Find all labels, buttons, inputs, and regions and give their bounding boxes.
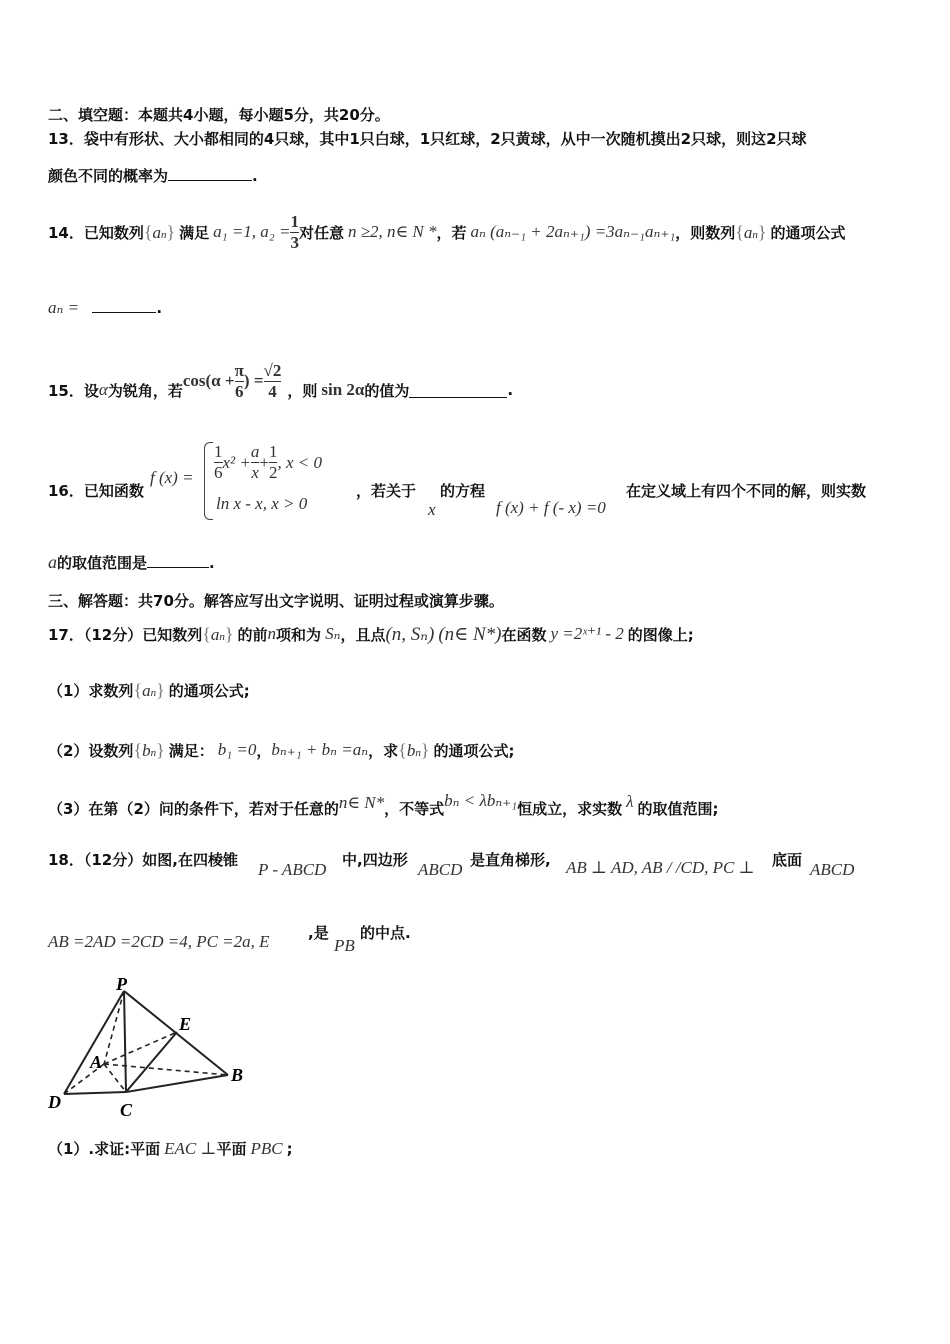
q16-label: 16．已知函数 — [48, 482, 144, 500]
q16-c1-f2-num: a — [250, 442, 260, 461]
q16-c1-f3-den: 2 — [268, 463, 278, 482]
q17-p3-t1: ，不等式 — [384, 799, 445, 818]
q17-t4: 在函数 — [501, 625, 547, 644]
q18-part1 — [48, 1138, 293, 1159]
q16-c1-f2-den: x — [251, 463, 259, 482]
q18-pyramid: P - ABCD — [258, 860, 327, 879]
q14-seq-sub: n — [161, 228, 167, 241]
q17-point: (n, Sₙ) — [385, 623, 435, 645]
q14-seq2-sub: n — [752, 228, 758, 241]
q16-end: . — [209, 554, 215, 572]
q17-p3-label: （3）在第（2）问的条件下，若对于任意的 — [48, 799, 339, 818]
q17-p1-seq: a — [142, 680, 151, 700]
q17-p3-t2: 恒成立，求实数 — [517, 799, 623, 818]
q16-c1-f1-num: 1 — [214, 442, 223, 461]
label-C: C — [120, 1100, 133, 1120]
q18-p1-label: （1）.求证:平面 — [48, 1140, 161, 1158]
q14-t2: 对任意 — [298, 223, 344, 242]
q18-t4: ,是 — [308, 924, 329, 942]
edge-PA — [104, 991, 124, 1064]
q17-p3-end: 的取值范围; — [637, 799, 719, 818]
q14-t5: 的通项公式 — [770, 223, 846, 242]
q16-c1-f1-den: 6 — [214, 463, 223, 482]
q14-line — [48, 199, 846, 265]
q17-n: n — [267, 624, 277, 643]
q17-part1 — [48, 670, 250, 710]
q16-c1-frac3 — [269, 442, 278, 483]
q18-t1: 中,四边形 — [342, 851, 408, 869]
q18-base: ABCD — [810, 860, 855, 879]
q15-line — [48, 356, 513, 424]
q16-t2: 的方程 — [440, 482, 486, 500]
q14-frac-num: 1 — [290, 211, 299, 231]
q18-cond2: AB =2AD =2CD =4, PC =2a, E — [48, 932, 270, 951]
q15-condition — [183, 361, 282, 402]
q17-seq: a — [210, 624, 220, 644]
q17-Sn: Sₙ — [325, 624, 341, 643]
label-B: B — [231, 1065, 244, 1085]
pyramid-figure — [40, 975, 260, 1125]
q17-p3-lambda: λ — [626, 792, 634, 811]
q16-c1-cond: , x < 0 — [277, 452, 322, 472]
q17-p1-end: 的通项公式; — [168, 681, 250, 700]
q14-recur: aₙ (aₙ₋₁ + 2aₙ₊₁) =3aₙ₋₁aₙ₊₁ — [470, 222, 676, 241]
q14-seq: a — [152, 222, 162, 242]
label-D: D — [48, 1092, 61, 1112]
q15-sin: sin 2α — [321, 380, 365, 399]
q15-t3: 的值为 — [364, 381, 410, 400]
q15-alpha: α — [98, 380, 108, 399]
q14-cond: n ≥2, n∈ N * — [347, 222, 437, 241]
q15-answer-blank — [409, 383, 507, 398]
section3-heading: 三、解答题：共70分。解答应写出文字说明、证明过程或演算步骤。 — [48, 592, 504, 610]
q17-p2-t1: 满足： — [168, 741, 214, 760]
q15-rhs-den: 4 — [268, 381, 277, 401]
q18-pb: PB — [334, 936, 355, 955]
q18-p1-plane1: EAC ⊥ — [164, 1138, 217, 1158]
q18-p1-end: ; — [286, 1139, 293, 1158]
q15-pi-den: 6 — [234, 381, 244, 401]
edge-PC — [124, 991, 126, 1092]
q15-rhs-num: √2 — [263, 360, 282, 380]
q13-prompt: 颜色不同的概率为 — [48, 167, 169, 185]
q17-line — [48, 614, 694, 654]
q18-t2: 是直角梯形, — [470, 851, 551, 869]
q17-part3 — [48, 788, 718, 828]
q17-p1-brace: {an} — [133, 679, 165, 700]
q15-t2: ，则 — [287, 381, 318, 400]
pyramid-solid-edges — [64, 991, 228, 1094]
q16-var-x: x — [428, 500, 436, 519]
q17-p3-n: n∈ N* — [338, 793, 385, 812]
q16-c1-frac1 — [214, 442, 223, 483]
q17-label: 17．（12分）已知数列 — [48, 625, 203, 644]
q17-brace: {an} — [202, 623, 234, 644]
q18-label: 18．（12分）如图,在四棱锥 — [48, 851, 238, 869]
q14-fraction — [290, 212, 299, 253]
q14-answer-blank — [92, 298, 156, 313]
q14-t1: 满足 — [179, 223, 210, 242]
q17-p2-end: 的通项公式; — [433, 741, 515, 760]
q14-brace: {an} — [143, 221, 176, 242]
q14-answer-lhs: aₙ = — [48, 298, 80, 317]
q17-p2-seq2-sub: n — [415, 746, 421, 759]
q17-p2-comma: ， — [256, 741, 272, 760]
q17-t2: 项和为 — [276, 625, 322, 644]
q14-frac-den: 3 — [290, 232, 299, 252]
q17-t5: 的图像上; — [627, 625, 694, 644]
q14-brace2: {an} — [735, 221, 767, 242]
q15-label: 15．设 — [48, 381, 99, 400]
q14-init: a₁ =1, a₂ = — [213, 222, 291, 241]
q18-t3: 底面 — [772, 851, 803, 869]
q16-c1-f3-num: 1 — [268, 442, 278, 461]
q17-p2-t2: ，求 — [368, 741, 399, 760]
q15-close: ) = — [243, 371, 264, 390]
q16-fx-text: f (x) = — [150, 468, 194, 487]
q17-p2-rec: bₙ₊₁ + bₙ =aₙ — [271, 740, 369, 759]
edge-CE — [126, 1032, 177, 1092]
label-A: A — [90, 1052, 103, 1072]
q13-line1: 13．袋中有形状、大小都相同的4只球，其中1只白球，1只红球，2只黄球，从中一次随机摸出2只球，则这2只球 — [48, 130, 807, 148]
q15-cos: cos(α + — [182, 371, 235, 390]
q16-case-brace — [204, 442, 213, 520]
label-P: P — [116, 975, 127, 994]
q17-p2-seq2: b — [406, 740, 416, 760]
q14-label: 14．已知数列 — [48, 223, 144, 242]
q17-p2-label: （2）设数列 — [48, 741, 134, 760]
section2-heading: 二、填空题：本题共4小题，每小题5分，共20分。 — [48, 106, 390, 124]
q14-answer-line — [48, 298, 162, 318]
edge-DC — [64, 1092, 126, 1094]
q18-t5: 的中点. — [360, 924, 411, 942]
q17-p2-brace2: {bn} — [398, 739, 430, 760]
q17-t3: ，且点 — [340, 625, 386, 644]
q16-c1-x2: x² + — [222, 452, 251, 472]
edge-AE — [104, 1032, 177, 1064]
q14-end: . — [156, 299, 163, 317]
edge-AC — [104, 1064, 126, 1092]
q13-answer-blank — [168, 166, 252, 181]
q16-c1-frac2 — [251, 442, 260, 483]
edge-AB — [104, 1064, 228, 1075]
q16-case1 — [214, 442, 322, 483]
q17-p3-ineq: bₙ < λbₙ₊₁ — [444, 791, 518, 810]
q17-p2-seq-sub: n — [150, 746, 157, 759]
q16-c1-plus: + — [259, 452, 269, 472]
q17-p1-seq-sub: n — [150, 686, 157, 699]
q15-rhs-frac — [264, 361, 282, 402]
q16-t1: ，若关于 — [356, 482, 417, 500]
q17-seq-sub: n — [219, 630, 225, 643]
q17-p2-brace: {bn} — [133, 739, 165, 760]
q17-cond: (n∈ N*) — [438, 623, 502, 645]
q17-p1-label: （1）求数列 — [48, 681, 134, 700]
q17-t1: 的前 — [237, 625, 268, 644]
q16-t3: 在定义域上有四个不同的解，则实数 — [626, 482, 867, 500]
q16-equation: f (x) + f (- x) =0 — [496, 498, 606, 517]
q18-quad: ABCD — [418, 860, 463, 879]
q18-cond1: AB ⊥ AD, AB / /CD, PC ⊥ — [566, 858, 755, 877]
q17-func: y =2ˣ⁺¹ - 2 — [550, 624, 624, 643]
q17-part2 — [48, 730, 514, 770]
q16-fx — [150, 468, 194, 488]
q16-line2 — [48, 552, 215, 573]
q14-t4: ，则数列 — [675, 223, 736, 242]
q17-p2-seq: b — [142, 740, 151, 760]
q16-answer-blank — [147, 553, 209, 568]
q18-p1-t1: 平面 — [216, 1140, 247, 1158]
q13-end: . — [252, 167, 258, 185]
q14-t3: ，若 — [436, 223, 467, 242]
q16-case2: ln x - x, x > 0 — [216, 494, 308, 513]
q15-pi-frac — [235, 361, 244, 402]
q14-seq2: a — [743, 222, 753, 242]
label-E: E — [179, 1014, 192, 1034]
q13-line2 — [48, 165, 258, 186]
q16-t4: 的取值范围是 — [57, 554, 148, 572]
q18-p1-plane2: PBC — [250, 1138, 283, 1158]
q15-end: . — [507, 381, 514, 399]
q16-param: a — [48, 552, 57, 572]
q15-t1: 为锐角，若 — [107, 381, 183, 400]
q15-pi-num: π — [234, 360, 244, 380]
edge-CB — [126, 1075, 228, 1092]
q17-p2-b1: b₁ =0 — [217, 740, 257, 759]
